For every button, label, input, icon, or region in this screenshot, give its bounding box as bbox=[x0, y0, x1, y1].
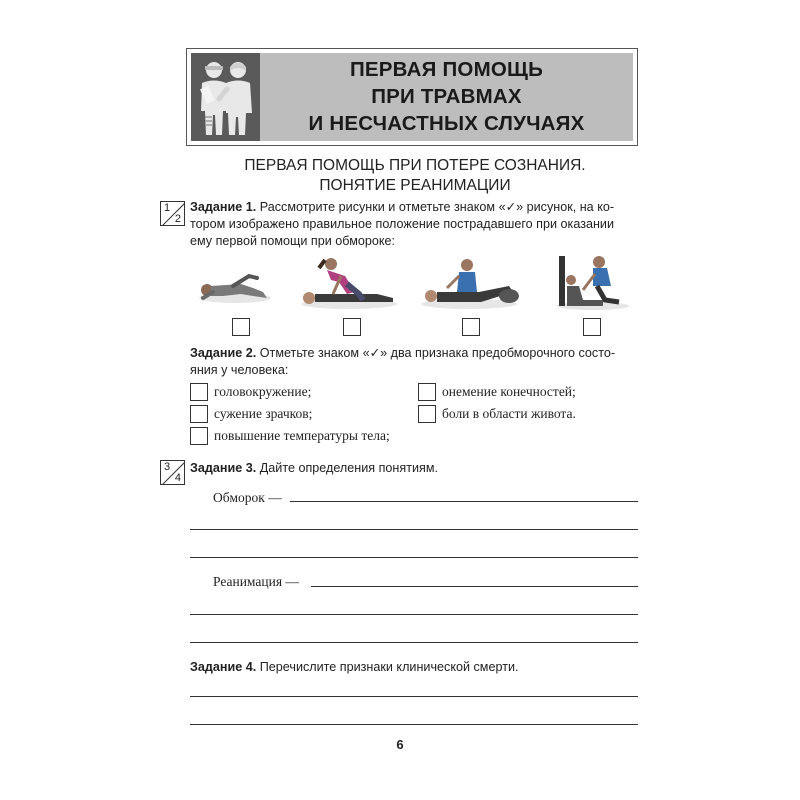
badge-top: 1 bbox=[164, 202, 171, 214]
page-number: 6 bbox=[396, 737, 404, 752]
answer-line[interactable] bbox=[190, 614, 638, 615]
picture-1-checkbox[interactable] bbox=[232, 318, 250, 336]
chapter-title-line-2: ПРИ ТРАВМАХ bbox=[371, 85, 522, 108]
option-numbness-checkbox[interactable] bbox=[418, 383, 436, 401]
task2-line-1: Отметьте знаком «✓» два признака предобморочного состо- bbox=[256, 346, 616, 360]
chapter-title-line-3: И НЕСЧАСТНЫХ СЛУЧАЯХ bbox=[308, 112, 585, 135]
option-pupils-label: сужение зрачков; bbox=[214, 406, 313, 421]
task3-instruction: Дайте определения понятиям. bbox=[256, 461, 438, 475]
chapter-title-line-1: ПЕРВАЯ ПОМОЩЬ bbox=[349, 58, 544, 81]
section-title-line-2: ПОНЯТИЕ РЕАНИМАЦИИ bbox=[319, 177, 511, 194]
task3-text bbox=[190, 460, 438, 477]
section-title bbox=[190, 156, 640, 196]
chest-compression-picture bbox=[297, 254, 401, 312]
picture-2-checkbox[interactable] bbox=[343, 318, 361, 336]
task4-label: Задание 4. bbox=[190, 660, 257, 674]
task2-line-2: яния у человека: bbox=[190, 363, 289, 377]
task1-line-2: тором изображено правильное положение пострадавшего при оказании bbox=[190, 217, 614, 231]
option-dizziness-checkbox[interactable] bbox=[190, 383, 208, 401]
answer-line[interactable] bbox=[190, 696, 638, 697]
task1-line-1: Рассмотрите рисунки и отметьте знаком «✓» рисунок, на ко- bbox=[256, 200, 615, 214]
task1-text bbox=[190, 199, 640, 250]
answer-line[interactable] bbox=[190, 529, 638, 530]
task4-text bbox=[190, 659, 519, 676]
option-numbness-label: онемение конечностей; bbox=[442, 384, 576, 399]
chapter-title bbox=[260, 56, 633, 137]
legs-raised-picture bbox=[417, 256, 522, 312]
answer-line[interactable] bbox=[290, 501, 638, 502]
sitting-against-wall-picture bbox=[553, 254, 633, 312]
section-title-line-1: ПЕРВАЯ ПОМОЩЬ ПРИ ПОТЕРЕ СОЗНАНИЯ. bbox=[244, 157, 586, 174]
level-badge-3-4 bbox=[160, 460, 185, 485]
level-badge-1-2 bbox=[160, 201, 185, 226]
badge-bottom: 2 bbox=[174, 213, 181, 225]
badge-top: 3 bbox=[164, 461, 171, 473]
term-faint-label: Обморок — bbox=[213, 490, 282, 505]
task3-label: Задание 3. bbox=[190, 461, 257, 475]
option-temperature-label: повышение температуры тела; bbox=[214, 428, 390, 443]
task1-line-3: ему первой помощи при обмороке: bbox=[190, 234, 396, 248]
answer-line[interactable] bbox=[311, 586, 638, 587]
injured-people-icon bbox=[191, 53, 260, 141]
answer-line[interactable] bbox=[190, 642, 638, 643]
answer-line[interactable] bbox=[190, 724, 638, 725]
badge-bottom: 4 bbox=[174, 472, 181, 484]
task2-label: Задание 2. bbox=[190, 346, 257, 360]
task1-label: Задание 1. bbox=[190, 200, 257, 214]
recovery-position-picture bbox=[193, 262, 277, 312]
task4-instruction: Перечислите признаки клинической смерти. bbox=[256, 660, 519, 674]
option-pupils-checkbox[interactable] bbox=[190, 405, 208, 423]
option-temperature-checkbox[interactable] bbox=[190, 427, 208, 445]
answer-line[interactable] bbox=[190, 557, 638, 558]
picture-3-checkbox[interactable] bbox=[462, 318, 480, 336]
option-stomach-pain-checkbox[interactable] bbox=[418, 405, 436, 423]
task2-text bbox=[190, 345, 640, 379]
option-dizziness-label: головокружение; bbox=[214, 384, 312, 399]
term-resuscitation-label: Реанимация — bbox=[213, 574, 299, 589]
picture-4-checkbox[interactable] bbox=[583, 318, 601, 336]
option-stomach-pain-label: боли в области живота. bbox=[442, 406, 576, 421]
